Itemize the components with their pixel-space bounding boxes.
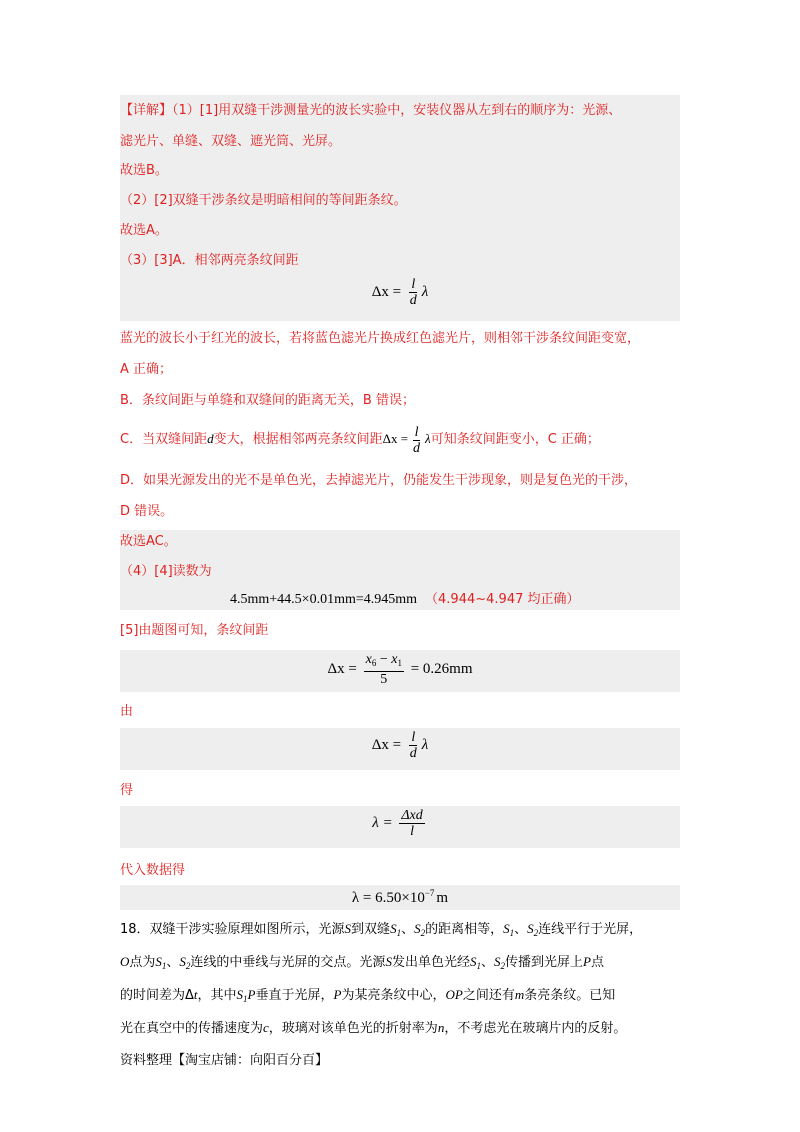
formula-spacing: Δx = $\frac{l}{d}$ λ (371, 277, 429, 308)
footer-source: 资料整理【淘宝店铺：向阳百分百】 (120, 1053, 329, 1068)
formula-dx: Δx = $\frac{x_6 - x_1}{5}$ = 0.26mm (327, 652, 473, 687)
formula-result: $\lambda = 6.50\times 10^{-7}$ m (351, 888, 449, 906)
explanation-line-2: 滤光片、单缝、双缝、遮光筒、光屏。 (120, 134, 342, 149)
explanation-line-a2: A 正确； (120, 362, 173, 377)
answer-1: 故选B。 (120, 163, 168, 178)
explanation-line-5: [5]由题图可知，条纹间距 (120, 623, 269, 638)
explanation-line-1: 【详解】（1）[1]用双缝干涉测量光的波长实验中，安装仪器从左到右的顺序为：光源、 (120, 103, 622, 118)
explanation-tag: 【详解】 (120, 103, 173, 118)
formula-spacing-2: Δx = $\frac{l}{d}$ λ (371, 730, 429, 761)
q18-line-3: 的时间差为Δt，其中$S_1P$垂直于光屏，P为某亮条纹中心，OP之间还有m条亮条纹。已知 (120, 987, 616, 1004)
q18-line-1: 18．双缝干涉实验原理如图所示，光源S到双缝$S_1$、$S_2$的距离相等，$S_1$、$S_2$连线平行于光屏， (120, 921, 643, 938)
explanation-line-4: （3）[3]A．相邻两亮条纹间距 (120, 253, 299, 268)
explanation-line-d2: D 错误。 (120, 504, 174, 519)
q18-line-4: 光在真空中的传播速度为c，玻璃对该单色光的折射率为n，不考虑光在玻璃片内的反射。 (120, 1020, 627, 1036)
q18-line-2: O点为$S_1$、$S_2$连线的中垂线与光屏的交点。光源S发出单色光经$S_1$、$S_2$传播到光屏上P点 (120, 954, 604, 971)
reading-line: 4.5mm+44.5×0.01mm=4.945mm （4.944~4.947 均正确） (230, 592, 580, 607)
reading-note: （4.944~4.947 均正确） (425, 592, 580, 607)
answer-2: 故选A。 (120, 223, 168, 238)
explanation-line-4b: （4）[4]读数为 (120, 564, 212, 579)
explanation-line-c: C．当双缝间距d变大，根据相邻两亮条纹间距Δx = $\frac{l}{d}$ λ可知条纹间距变小，C 正确； (120, 424, 600, 456)
explanation-line-b: B．条纹间距与单缝和双缝间的距离无关，B 错误； (120, 393, 415, 408)
label-substitute: 代入数据得 (120, 863, 186, 878)
label-de: 得 (120, 783, 134, 798)
explanation-line-3: （2）[2]双缝干涉条纹是明暗相间的等间距条纹。 (120, 193, 407, 208)
explanation-line-d: D．如果光源发出的光不是单色光，去掉滤光片，仍能发生干涉现象，则是复色光的干涉， (120, 473, 638, 488)
explanation-line-a: 蓝光的波长小于红光的波长，若将蓝色滤光片换成红色滤光片，则相邻干涉条纹间距变宽， (120, 331, 641, 346)
label-you: 由 (120, 704, 134, 719)
formula-lambda: λ = $\frac{\text{Δxd}}{l}$ (372, 808, 423, 839)
answer-3: 故选AC。 (120, 534, 177, 549)
